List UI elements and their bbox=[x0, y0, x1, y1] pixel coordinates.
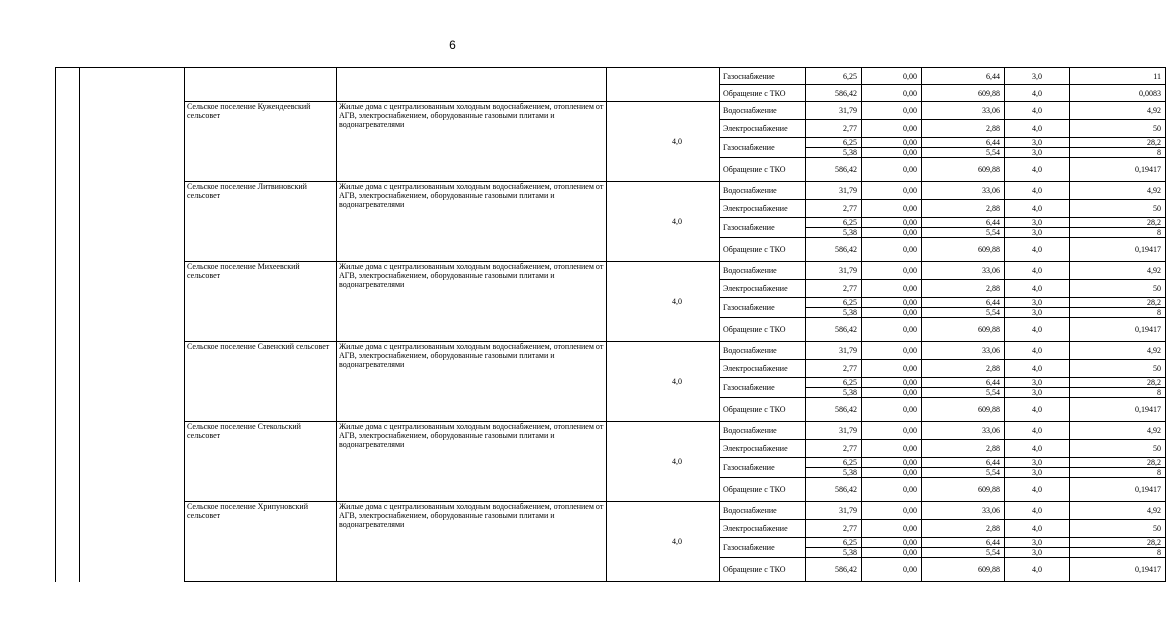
value-cell: 2,77 bbox=[806, 280, 862, 298]
value-cell: 28,2 bbox=[1070, 538, 1166, 548]
service-cell: Электроснабжение bbox=[720, 360, 806, 378]
value-cell: 5,38 bbox=[806, 388, 862, 398]
value-cell: 5,54 bbox=[922, 548, 1005, 558]
value-cell: 0,00 bbox=[862, 298, 922, 308]
value-cell: 0,19417 bbox=[1070, 558, 1166, 582]
value-cell: 4,0 bbox=[1005, 502, 1070, 520]
value-cell: 0,00 bbox=[862, 218, 922, 228]
value-cell: 3,0 bbox=[1005, 468, 1070, 478]
value-cell: 0,19417 bbox=[1070, 238, 1166, 262]
value-cell: 4,92 bbox=[1070, 262, 1166, 280]
value-cell: 31,79 bbox=[806, 262, 862, 280]
service-cell: Обращение с ТКО bbox=[720, 398, 806, 422]
value-cell: 0,00 bbox=[862, 138, 922, 148]
settlement-name: Сельское поселение Савенский сельсовет bbox=[185, 342, 337, 422]
tariff-table bbox=[55, 67, 1166, 582]
value-cell: 0,00 bbox=[862, 520, 922, 538]
value-cell: 0,00 bbox=[862, 548, 922, 558]
housing-description: Жилые дома с централизованным холодным водоснабжением, отоплением от АГВ, электроснабжением, оборудованные газовыми плитами и водонагревателями bbox=[337, 502, 607, 582]
value-cell: 11 bbox=[1070, 68, 1166, 85]
service-cell: Электроснабжение bbox=[720, 520, 806, 538]
rate-value: 4,0 bbox=[607, 182, 720, 262]
value-cell: 0,00 bbox=[862, 158, 922, 182]
service-cell: Газоснабжение bbox=[720, 298, 806, 318]
value-cell: 4,0 bbox=[1005, 158, 1070, 182]
service-cell: Обращение с ТКО bbox=[720, 85, 806, 102]
value-cell: 28,2 bbox=[1070, 138, 1166, 148]
service-cell: Газоснабжение bbox=[720, 218, 806, 238]
value-cell: 0,19417 bbox=[1070, 478, 1166, 502]
value-cell: 28,2 bbox=[1070, 298, 1166, 308]
value-cell: 6,44 bbox=[922, 538, 1005, 548]
value-cell: 8 bbox=[1070, 148, 1166, 158]
value-cell: 4,0 bbox=[1005, 360, 1070, 378]
value-cell: 0,00 bbox=[862, 280, 922, 298]
value-cell: 2,77 bbox=[806, 520, 862, 538]
value-cell: 0,00 bbox=[862, 378, 922, 388]
value-cell: 5,54 bbox=[922, 308, 1005, 318]
housing-description: Жилые дома с централизованным холодным водоснабжением, отоплением от АГВ, электроснабжением, оборудованные газовыми плитами и водонагревателями bbox=[337, 262, 607, 342]
value-cell: 5,54 bbox=[922, 148, 1005, 158]
value-cell: 6,44 bbox=[922, 458, 1005, 468]
value-cell: 4,0 bbox=[1005, 440, 1070, 458]
table-row bbox=[56, 102, 1166, 120]
value-cell: 6,25 bbox=[806, 218, 862, 228]
value-cell: 0,00 bbox=[862, 558, 922, 582]
value-cell: 28,2 bbox=[1070, 458, 1166, 468]
value-cell: 5,38 bbox=[806, 308, 862, 318]
value-cell: 31,79 bbox=[806, 182, 862, 200]
value-cell: 0,00 bbox=[862, 440, 922, 458]
value-cell: 4,92 bbox=[1070, 182, 1166, 200]
value-cell: 50 bbox=[1070, 440, 1166, 458]
rate-value: 4,0 bbox=[607, 262, 720, 342]
value-cell: 28,2 bbox=[1070, 378, 1166, 388]
service-cell: Обращение с ТКО bbox=[720, 238, 806, 262]
settlement-cell bbox=[185, 68, 337, 102]
value-cell: 50 bbox=[1070, 360, 1166, 378]
value-cell: 2,77 bbox=[806, 440, 862, 458]
value-cell: 4,92 bbox=[1070, 422, 1166, 440]
value-cell: 4,0 bbox=[1005, 85, 1070, 102]
service-cell: Водоснабжение bbox=[720, 502, 806, 520]
service-cell: Водоснабжение bbox=[720, 182, 806, 200]
housing-description: Жилые дома с централизованным холодным водоснабжением, отоплением от АГВ, электроснабжением, оборудованные газовыми плитами и водонагревателями bbox=[337, 342, 607, 422]
value-cell: 586,42 bbox=[806, 158, 862, 182]
value-cell: 0,00 bbox=[862, 182, 922, 200]
value-cell: 0,00 bbox=[862, 68, 922, 85]
value-cell: 8 bbox=[1070, 468, 1166, 478]
value-cell: 3,0 bbox=[1005, 308, 1070, 318]
service-cell: Электроснабжение bbox=[720, 280, 806, 298]
value-cell: 31,79 bbox=[806, 502, 862, 520]
service-cell: Водоснабжение bbox=[720, 102, 806, 120]
row-number-cell bbox=[56, 68, 80, 582]
value-cell: 33,06 bbox=[922, 182, 1005, 200]
value-cell: 4,0 bbox=[1005, 398, 1070, 422]
value-cell: 8 bbox=[1070, 548, 1166, 558]
rate-cell bbox=[607, 68, 720, 102]
rate-value: 4,0 bbox=[607, 502, 720, 582]
value-cell: 2,77 bbox=[806, 120, 862, 138]
value-cell: 2,88 bbox=[922, 280, 1005, 298]
value-cell: 50 bbox=[1070, 520, 1166, 538]
value-cell: 609,88 bbox=[922, 318, 1005, 342]
value-cell: 3,0 bbox=[1005, 138, 1070, 148]
value-cell: 4,0 bbox=[1005, 102, 1070, 120]
value-cell: 4,0 bbox=[1005, 238, 1070, 262]
service-cell: Обращение с ТКО bbox=[720, 558, 806, 582]
value-cell: 4,92 bbox=[1070, 342, 1166, 360]
table-row bbox=[56, 262, 1166, 280]
service-cell: Газоснабжение bbox=[720, 138, 806, 158]
value-cell: 0,00 bbox=[862, 228, 922, 238]
value-cell: 3,0 bbox=[1005, 148, 1070, 158]
value-cell: 0,00 bbox=[862, 318, 922, 342]
value-cell: 0,00 bbox=[862, 200, 922, 218]
value-cell: 0,00 bbox=[862, 262, 922, 280]
value-cell: 33,06 bbox=[922, 102, 1005, 120]
service-cell: Электроснабжение bbox=[720, 120, 806, 138]
service-cell: Обращение с ТКО bbox=[720, 318, 806, 342]
value-cell: 0,00 bbox=[862, 468, 922, 478]
value-cell: 4,0 bbox=[1005, 120, 1070, 138]
value-cell: 0,19417 bbox=[1070, 398, 1166, 422]
value-cell: 2,77 bbox=[806, 360, 862, 378]
value-cell: 5,54 bbox=[922, 468, 1005, 478]
service-cell: Водоснабжение bbox=[720, 262, 806, 280]
value-cell: 0,19417 bbox=[1070, 158, 1166, 182]
value-cell: 3,0 bbox=[1005, 388, 1070, 398]
value-cell: 2,88 bbox=[922, 120, 1005, 138]
settlement-name: Сельское поселение Литвиновский сельсовет bbox=[185, 182, 337, 262]
value-cell: 50 bbox=[1070, 200, 1166, 218]
value-cell: 609,88 bbox=[922, 398, 1005, 422]
value-cell: 609,88 bbox=[922, 238, 1005, 262]
value-cell: 6,25 bbox=[806, 138, 862, 148]
value-cell: 2,88 bbox=[922, 440, 1005, 458]
value-cell: 0,00 bbox=[862, 502, 922, 520]
value-cell: 3,0 bbox=[1005, 538, 1070, 548]
value-cell: 586,42 bbox=[806, 318, 862, 342]
value-cell: 6,25 bbox=[806, 458, 862, 468]
value-cell: 50 bbox=[1070, 280, 1166, 298]
value-cell: 5,54 bbox=[922, 228, 1005, 238]
value-cell: 2,88 bbox=[922, 360, 1005, 378]
value-cell: 2,88 bbox=[922, 200, 1005, 218]
value-cell: 586,42 bbox=[806, 398, 862, 422]
value-cell: 609,88 bbox=[922, 158, 1005, 182]
value-cell: 0,00 bbox=[862, 308, 922, 318]
value-cell: 0,00 bbox=[862, 388, 922, 398]
value-cell: 4,0 bbox=[1005, 422, 1070, 440]
value-cell: 6,44 bbox=[922, 218, 1005, 228]
value-cell: 6,44 bbox=[922, 378, 1005, 388]
service-cell: Газоснабжение bbox=[720, 68, 806, 85]
rate-value: 4,0 bbox=[607, 342, 720, 422]
settlement-name: Сельское поселение Стекольский сельсовет bbox=[185, 422, 337, 502]
value-cell: 0,00 bbox=[862, 102, 922, 120]
service-cell: Электроснабжение bbox=[720, 440, 806, 458]
value-cell: 6,25 bbox=[806, 378, 862, 388]
value-cell: 0,00 bbox=[862, 148, 922, 158]
value-cell: 586,42 bbox=[806, 238, 862, 262]
value-cell: 50 bbox=[1070, 120, 1166, 138]
value-cell: 6,44 bbox=[922, 298, 1005, 308]
service-cell: Газоснабжение bbox=[720, 378, 806, 398]
table-row bbox=[56, 68, 1166, 85]
housing-description: Жилые дома с централизованным холодным водоснабжением, отоплением от АГВ, электроснабжением, оборудованные газовыми плитами и водонагревателями bbox=[337, 182, 607, 262]
value-cell: 4,0 bbox=[1005, 182, 1070, 200]
value-cell: 0,00 bbox=[862, 398, 922, 422]
service-cell: Газоснабжение bbox=[720, 538, 806, 558]
value-cell: 3,0 bbox=[1005, 228, 1070, 238]
page-number: 6 bbox=[449, 38, 456, 52]
value-cell: 5,54 bbox=[922, 388, 1005, 398]
value-cell: 6,25 bbox=[806, 538, 862, 548]
value-cell: 4,0 bbox=[1005, 200, 1070, 218]
value-cell: 33,06 bbox=[922, 342, 1005, 360]
value-cell: 4,0 bbox=[1005, 318, 1070, 342]
value-cell: 5,38 bbox=[806, 228, 862, 238]
value-cell: 28,2 bbox=[1070, 218, 1166, 228]
value-cell: 0,00 bbox=[862, 85, 922, 102]
value-cell: 4,0 bbox=[1005, 520, 1070, 538]
value-cell: 2,88 bbox=[922, 520, 1005, 538]
table-row bbox=[56, 502, 1166, 520]
service-cell: Водоснабжение bbox=[720, 422, 806, 440]
value-cell: 5,38 bbox=[806, 468, 862, 478]
value-cell: 2,77 bbox=[806, 200, 862, 218]
housing-cell bbox=[337, 68, 607, 102]
value-cell: 0,00 bbox=[862, 342, 922, 360]
value-cell: 33,06 bbox=[922, 502, 1005, 520]
value-cell: 3,0 bbox=[1005, 68, 1070, 85]
value-cell: 4,92 bbox=[1070, 502, 1166, 520]
value-cell: 3,0 bbox=[1005, 548, 1070, 558]
value-cell: 3,0 bbox=[1005, 298, 1070, 308]
value-cell: 4,0 bbox=[1005, 262, 1070, 280]
value-cell: 33,06 bbox=[922, 422, 1005, 440]
value-cell: 8 bbox=[1070, 308, 1166, 318]
value-cell: 4,0 bbox=[1005, 478, 1070, 502]
table-row bbox=[56, 342, 1166, 360]
value-cell: 0,00 bbox=[862, 458, 922, 468]
service-cell: Водоснабжение bbox=[720, 342, 806, 360]
value-cell: 4,0 bbox=[1005, 342, 1070, 360]
value-cell: 6,25 bbox=[806, 68, 862, 85]
value-cell: 31,79 bbox=[806, 102, 862, 120]
value-cell: 8 bbox=[1070, 228, 1166, 238]
value-cell: 6,44 bbox=[922, 68, 1005, 85]
service-cell: Электроснабжение bbox=[720, 200, 806, 218]
value-cell: 31,79 bbox=[806, 342, 862, 360]
value-cell: 4,92 bbox=[1070, 102, 1166, 120]
rate-value: 4,0 bbox=[607, 102, 720, 182]
value-cell: 586,42 bbox=[806, 478, 862, 502]
value-cell: 8 bbox=[1070, 388, 1166, 398]
value-cell: 0,00 bbox=[862, 238, 922, 262]
value-cell: 3,0 bbox=[1005, 218, 1070, 228]
value-cell: 5,38 bbox=[806, 148, 862, 158]
value-cell: 609,88 bbox=[922, 478, 1005, 502]
value-cell: 5,38 bbox=[806, 548, 862, 558]
value-cell: 609,88 bbox=[922, 558, 1005, 582]
value-cell: 586,42 bbox=[806, 558, 862, 582]
value-cell: 0,00 bbox=[862, 422, 922, 440]
value-cell: 0,19417 bbox=[1070, 318, 1166, 342]
service-cell: Обращение с ТКО bbox=[720, 158, 806, 182]
value-cell: 3,0 bbox=[1005, 458, 1070, 468]
district-cell bbox=[80, 68, 185, 582]
settlement-name: Сельское поселение Кужендеевский сельсовет bbox=[185, 102, 337, 182]
value-cell: 6,25 bbox=[806, 298, 862, 308]
value-cell: 4,0 bbox=[1005, 558, 1070, 582]
value-cell: 6,44 bbox=[922, 138, 1005, 148]
housing-description: Жилые дома с централизованным холодным водоснабжением, отоплением от АГВ, электроснабжением, оборудованные газовыми плитами и водонагревателями bbox=[337, 102, 607, 182]
settlement-name: Сельское поселение Михеевский сельсовет bbox=[185, 262, 337, 342]
value-cell: 4,0 bbox=[1005, 280, 1070, 298]
value-cell: 609,88 bbox=[922, 85, 1005, 102]
settlement-name: Сельское поселение Хрипуновский сельсовет bbox=[185, 502, 337, 582]
table-row bbox=[56, 182, 1166, 200]
value-cell: 0,00 bbox=[862, 360, 922, 378]
value-cell: 0,00 bbox=[862, 120, 922, 138]
value-cell: 3,0 bbox=[1005, 378, 1070, 388]
value-cell: 586,42 bbox=[806, 85, 862, 102]
value-cell: 31,79 bbox=[806, 422, 862, 440]
service-cell: Газоснабжение bbox=[720, 458, 806, 478]
value-cell: 0,0083 bbox=[1070, 85, 1166, 102]
table-row bbox=[56, 422, 1166, 440]
rate-value: 4,0 bbox=[607, 422, 720, 502]
value-cell: 0,00 bbox=[862, 478, 922, 502]
value-cell: 0,00 bbox=[862, 538, 922, 548]
housing-description: Жилые дома с централизованным холодным водоснабжением, отоплением от АГВ, электроснабжением, оборудованные газовыми плитами и водонагревателями bbox=[337, 422, 607, 502]
value-cell: 33,06 bbox=[922, 262, 1005, 280]
service-cell: Обращение с ТКО bbox=[720, 478, 806, 502]
